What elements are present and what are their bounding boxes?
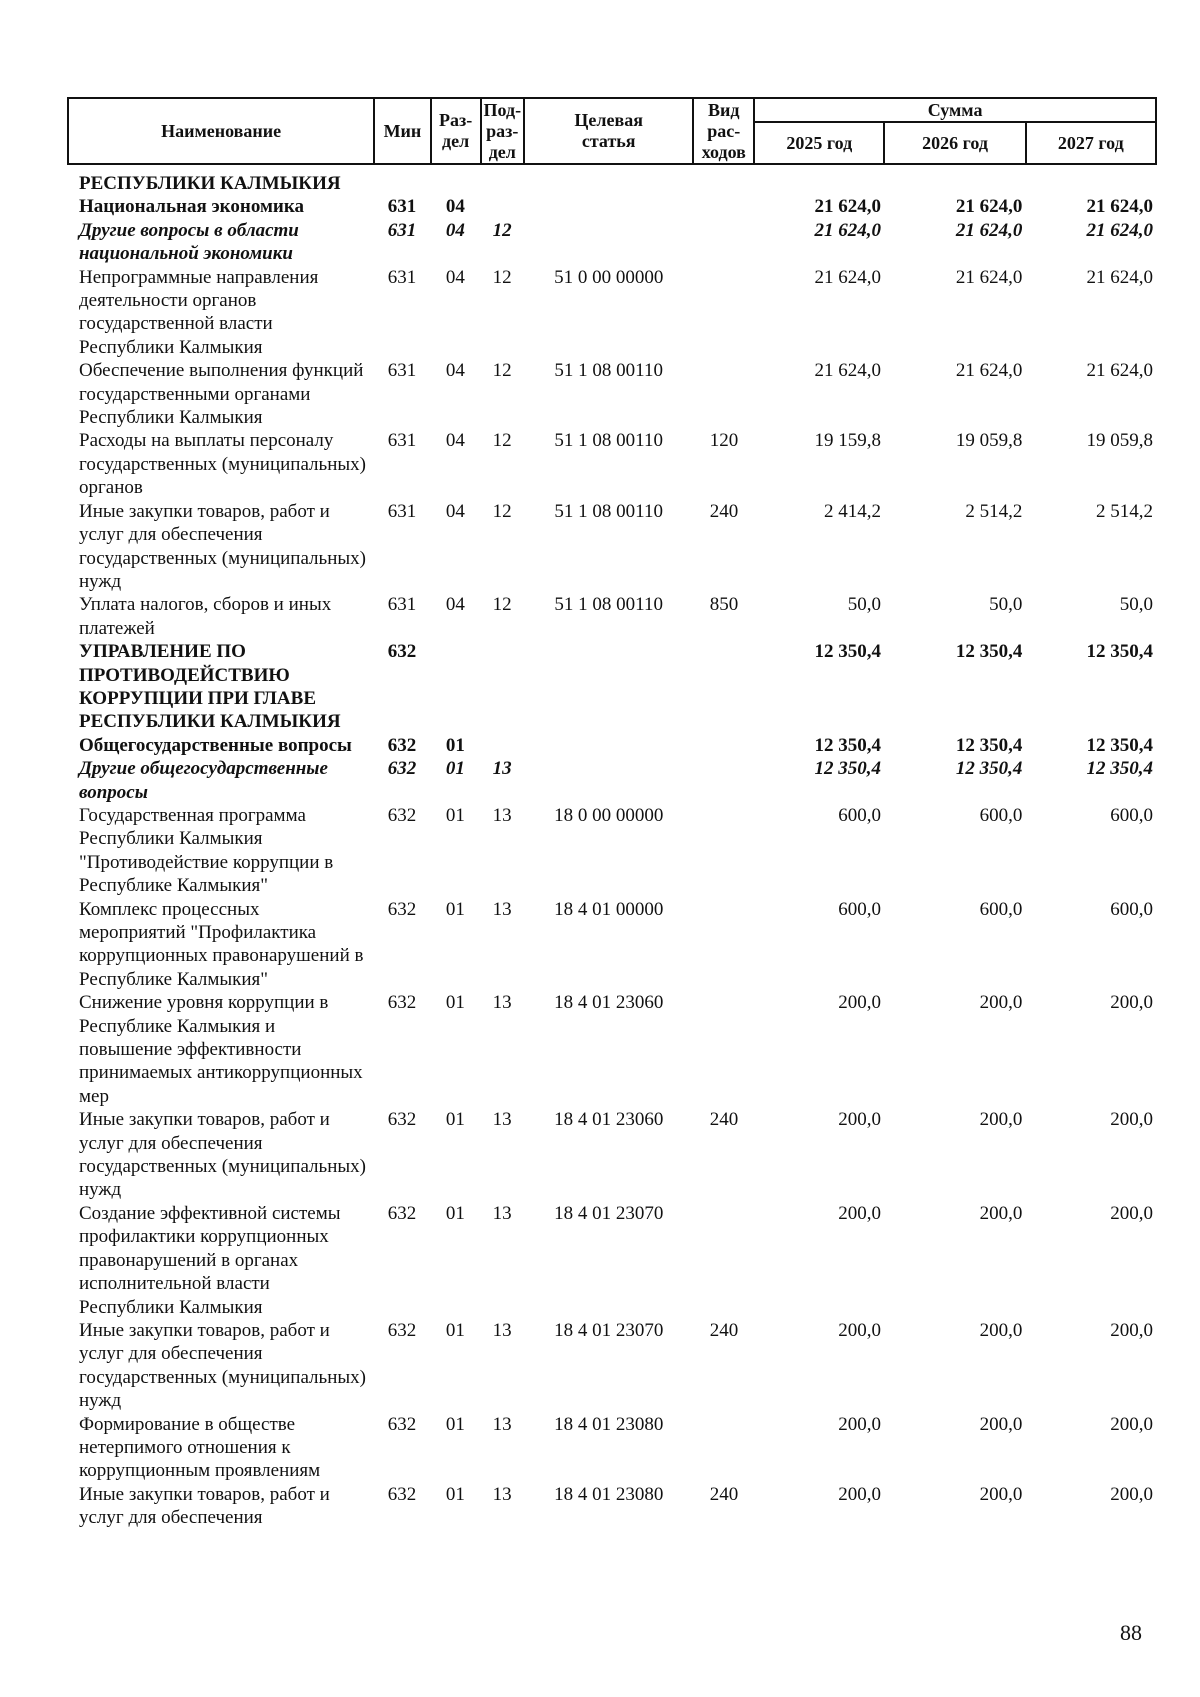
row-razdel: 01 (445, 1109, 465, 1131)
row-vid: 240 (709, 1319, 739, 1341)
row-vid: 240 (709, 1483, 739, 1505)
row-name: Создание эффективной системы профилактики коррупционных правонарушений в органах исполнительной власти Республики Калмыкия (79, 1202, 341, 1318)
row-sum-2026: 600,0 (979, 804, 1023, 826)
row-min: 632 (387, 758, 417, 780)
row-podrazdel (480, 172, 524, 195)
row-sum-2027: 200,0 (1110, 1319, 1153, 1341)
row-razdel: 04 (445, 196, 465, 218)
row-name: Иные закупки товаров, работ и услуг для обеспечения государственных (муниципальных) нужд (79, 1319, 366, 1412)
row-target (524, 172, 694, 195)
row-sum-2027: 200,0 (1110, 1483, 1153, 1505)
row-sum-2026: 200,0 (979, 1319, 1023, 1341)
row-podrazdel: 13 (492, 758, 512, 780)
row-razdel: 01 (445, 1413, 465, 1435)
table-row (67, 429, 1157, 499)
row-razdel: 01 (445, 758, 465, 780)
row-razdel: 01 (445, 734, 465, 756)
row-sum-2025: 600,0 (838, 804, 881, 826)
row-sum-2025: 200,0 (838, 1483, 881, 1505)
table-row (67, 757, 1157, 804)
row-sum-2025 (754, 172, 885, 195)
row-vid (694, 1202, 755, 1319)
row-target (524, 757, 694, 804)
row-sum-2025: 21 624,0 (814, 360, 881, 382)
table-row (67, 219, 1157, 266)
table-row (67, 1319, 1157, 1413)
row-name: Иные закупки товаров, работ и услуг для обеспечения государственных (муниципальных) нужд (79, 500, 366, 592)
table-row (67, 1108, 1157, 1202)
row-podrazdel: 13 (492, 992, 512, 1014)
row-sum-2026: 200,0 (979, 1202, 1023, 1224)
row-target: 51 1 08 00110 (554, 500, 663, 522)
row-razdel: 01 (445, 898, 465, 920)
row-sum-2025: 200,0 (838, 1109, 881, 1131)
row-razdel: 01 (445, 1319, 465, 1341)
row-name: Другие общегосударственные вопросы (79, 758, 328, 803)
row-name: РЕСПУБЛИКИ КАЛМЫКИЯ (79, 173, 341, 194)
row-sum-2025: 21 624,0 (814, 266, 881, 288)
row-min: 631 (387, 430, 417, 452)
row-podrazdel (480, 734, 524, 757)
row-sum-2026: 200,0 (979, 992, 1023, 1014)
row-podrazdel (480, 640, 524, 734)
table-row (67, 1483, 1157, 1530)
row-name: Иные закупки товаров, работ и услуг для обеспечения (79, 1483, 330, 1529)
table-row (67, 1413, 1157, 1483)
row-sum-2027: 12 350,4 (1086, 758, 1153, 780)
row-target: 18 0 00 00000 (554, 804, 664, 826)
row-sum-2025: 12 350,4 (814, 641, 881, 663)
row-target: 18 4 01 23080 (554, 1483, 664, 1505)
row-target: 18 4 01 23070 (554, 1319, 664, 1341)
table-row (67, 991, 1157, 1108)
row-sum-2027 (1026, 172, 1157, 195)
row-razdel: 01 (445, 1202, 465, 1224)
row-vid (694, 640, 755, 734)
row-target (524, 640, 694, 734)
row-min: 632 (387, 1413, 417, 1435)
row-sum-2027: 21 624,0 (1086, 219, 1153, 241)
row-sum-2026: 200,0 (979, 1413, 1023, 1435)
row-sum-2026: 21 624,0 (955, 266, 1023, 288)
row-podrazdel: 13 (492, 804, 512, 826)
row-sum-2026: 200,0 (979, 1109, 1023, 1131)
row-target (524, 734, 694, 757)
row-razdel: 04 (445, 266, 465, 288)
row-vid (694, 172, 755, 195)
row-name: Расходы на выплаты персоналу государственных (муниципальных) органов (79, 430, 366, 499)
row-target: 51 1 08 00110 (554, 430, 663, 452)
table-row (67, 172, 1157, 195)
table-header (67, 97, 1157, 165)
row-razdel (430, 172, 480, 195)
row-sum-2027: 2 514,2 (1096, 500, 1153, 522)
row-sum-2025: 200,0 (838, 992, 881, 1014)
row-vid: 120 (709, 430, 739, 452)
row-podrazdel: 13 (492, 1483, 512, 1505)
row-name: УПРАВЛЕНИЕ ПО ПРОТИВОДЕЙСТВИЮ КОРРУПЦИИ ПРИ ГЛАВЕ РЕСПУБЛИКИ КАЛМЫКИЯ (79, 641, 341, 733)
row-name: Непрограммные направления деятельности органов государственной власти Республики Калмыкия (79, 266, 319, 358)
row-podrazdel: 13 (492, 898, 512, 920)
row-min: 631 (387, 266, 417, 288)
row-sum-2026: 2 514,2 (965, 500, 1023, 522)
row-sum-2025: 12 350,4 (814, 758, 881, 780)
row-sum-2025: 21 624,0 (814, 196, 881, 218)
row-podrazdel (480, 195, 524, 218)
table-row (67, 359, 1157, 429)
row-vid (694, 266, 755, 360)
header-min: Мин (374, 98, 430, 164)
row-vid (694, 734, 755, 757)
row-name: Общегосударственные вопросы (79, 734, 352, 756)
row-sum-2027: 21 624,0 (1086, 360, 1153, 382)
row-razdel: 04 (445, 219, 465, 241)
table-row (67, 266, 1157, 360)
row-sum-2027: 200,0 (1110, 1109, 1153, 1131)
row-vid (694, 359, 755, 429)
row-target: 51 1 08 00110 (554, 360, 663, 382)
table-row (67, 195, 1157, 218)
table-row (67, 593, 1157, 640)
row-podrazdel: 12 (492, 430, 512, 452)
row-podrazdel: 13 (492, 1109, 512, 1131)
row-sum-2025: 50,0 (847, 594, 881, 616)
row-podrazdel: 12 (492, 266, 512, 288)
row-min: 632 (387, 1202, 417, 1224)
header-year-2027: 2027 год (1026, 122, 1156, 164)
row-vid (694, 195, 755, 218)
row-sum-2026: 19 059,8 (955, 430, 1023, 452)
row-sum-2025: 200,0 (838, 1319, 881, 1341)
row-vid (694, 757, 755, 804)
header-year-2025: 2025 год (754, 122, 884, 164)
table-row (67, 500, 1157, 594)
header-summa: Сумма (754, 98, 1156, 122)
row-sum-2027: 21 624,0 (1086, 196, 1153, 218)
row-sum-2025: 12 350,4 (814, 734, 881, 756)
row-min: 632 (387, 992, 417, 1014)
row-min: 632 (387, 804, 417, 826)
header-name: Наименование (68, 98, 374, 164)
row-podrazdel: 13 (492, 1202, 512, 1224)
header-year-2026: 2026 год (884, 122, 1025, 164)
row-sum-2026 (885, 172, 1026, 195)
row-min: 632 (387, 734, 417, 756)
row-razdel: 04 (445, 360, 465, 382)
page-number: 88 (1120, 1620, 1142, 1645)
row-vid (694, 898, 755, 992)
row-vid: 240 (709, 500, 739, 522)
row-target: 18 4 01 00000 (554, 898, 664, 920)
row-podrazdel: 12 (492, 594, 512, 616)
row-min: 632 (387, 1109, 417, 1131)
row-sum-2026: 21 624,0 (955, 219, 1023, 241)
row-sum-2026: 21 624,0 (955, 196, 1023, 218)
row-podrazdel: 13 (492, 1319, 512, 1341)
row-sum-2027: 50,0 (1119, 594, 1153, 616)
row-podrazdel: 13 (492, 1413, 512, 1435)
row-sum-2025: 200,0 (838, 1202, 881, 1224)
budget-rows (67, 172, 1157, 1530)
row-podrazdel: 12 (492, 219, 512, 241)
row-sum-2026: 12 350,4 (955, 641, 1023, 663)
row-podrazdel: 12 (492, 360, 512, 382)
row-name: Формирование в обществе нетерпимого отношения к коррупционным проявлениям (79, 1413, 321, 1482)
row-sum-2027: 12 350,4 (1086, 734, 1153, 756)
row-vid (694, 804, 755, 898)
row-target: 18 4 01 23080 (554, 1413, 664, 1435)
row-min: 631 (387, 594, 417, 616)
table-row (67, 640, 1157, 734)
row-podrazdel: 12 (492, 500, 512, 522)
row-target: 18 4 01 23060 (554, 992, 664, 1014)
row-name: Национальная экономика (79, 196, 305, 218)
row-target (524, 195, 694, 218)
row-razdel: 04 (445, 500, 465, 522)
row-vid (694, 991, 755, 1108)
row-razdel: 01 (445, 992, 465, 1014)
row-sum-2027: 200,0 (1110, 1413, 1153, 1435)
row-sum-2027: 19 059,8 (1086, 430, 1153, 452)
row-sum-2025: 19 159,8 (814, 430, 881, 452)
row-min: 632 (387, 641, 417, 663)
row-name: Уплата налогов, сборов и иных платежей (79, 594, 332, 639)
row-sum-2027: 600,0 (1110, 804, 1153, 826)
row-sum-2026: 21 624,0 (955, 360, 1023, 382)
row-name: Другие вопросы в области национальной экономики (79, 219, 299, 265)
table-row (67, 1202, 1157, 1319)
row-razdel: 04 (445, 430, 465, 452)
row-sum-2026: 12 350,4 (955, 734, 1023, 756)
row-sum-2026: 200,0 (979, 1483, 1023, 1505)
row-razdel: 01 (445, 1483, 465, 1505)
budget-table (67, 172, 1157, 1530)
row-sum-2025: 2 414,2 (823, 500, 881, 522)
row-name: Обеспечение выполнения функций государственными органами Республики Калмыкия (79, 360, 364, 429)
row-min: 632 (387, 1483, 417, 1505)
row-vid: 850 (709, 594, 739, 616)
row-sum-2025: 200,0 (838, 1413, 881, 1435)
row-name: Иные закупки товаров, работ и услуг для обеспечения государственных (муниципальных) нужд (79, 1109, 366, 1201)
row-razdel: 01 (445, 804, 465, 826)
row-vid (694, 219, 755, 266)
row-name: Комплекс процессных мероприятий "Профилактика коррупционных правонарушений в Республике Калмыкия" (79, 898, 364, 990)
row-vid (694, 1413, 755, 1483)
header-vid: Вид рас- ходов (693, 98, 754, 164)
row-min: 631 (387, 500, 417, 522)
row-sum-2026: 12 350,4 (955, 758, 1023, 780)
row-sum-2027: 200,0 (1110, 992, 1153, 1014)
table-row (67, 734, 1157, 757)
row-min: 632 (387, 1319, 417, 1341)
table-row (67, 804, 1157, 898)
row-min: 631 (387, 219, 417, 241)
row-sum-2027: 600,0 (1110, 898, 1153, 920)
row-target (524, 219, 694, 266)
row-min (374, 172, 431, 195)
row-name: Государственная программа Республики Калмыкия "Противодействие коррупции в Республике Калмыкия" (79, 804, 334, 897)
row-sum-2025: 600,0 (838, 898, 881, 920)
row-target: 18 4 01 23060 (554, 1109, 664, 1131)
row-sum-2027: 12 350,4 (1086, 641, 1153, 663)
row-sum-2027: 21 624,0 (1086, 266, 1153, 288)
table-row (67, 898, 1157, 992)
row-razdel: 04 (445, 594, 465, 616)
row-sum-2026: 600,0 (979, 898, 1023, 920)
row-sum-2025: 21 624,0 (814, 219, 881, 241)
row-sum-2026: 50,0 (989, 594, 1023, 616)
header-razdel: Раз- дел (431, 98, 481, 164)
row-razdel (430, 640, 480, 734)
header-target: Целевая статья (524, 98, 693, 164)
row-sum-2027: 200,0 (1110, 1202, 1153, 1224)
row-name: Снижение уровня коррупции в Республике Калмыкия и повышение эффективности принимаемых антикоррупционных мер (79, 992, 363, 1107)
row-min: 632 (387, 898, 417, 920)
row-min: 631 (387, 360, 417, 382)
row-target: 51 1 08 00110 (554, 594, 663, 616)
header-podrazdel: Под- раз- дел (481, 98, 524, 164)
row-vid: 240 (709, 1109, 739, 1131)
row-min: 631 (387, 196, 417, 218)
row-target: 51 0 00 00000 (554, 266, 664, 288)
row-target: 18 4 01 23070 (554, 1202, 664, 1224)
